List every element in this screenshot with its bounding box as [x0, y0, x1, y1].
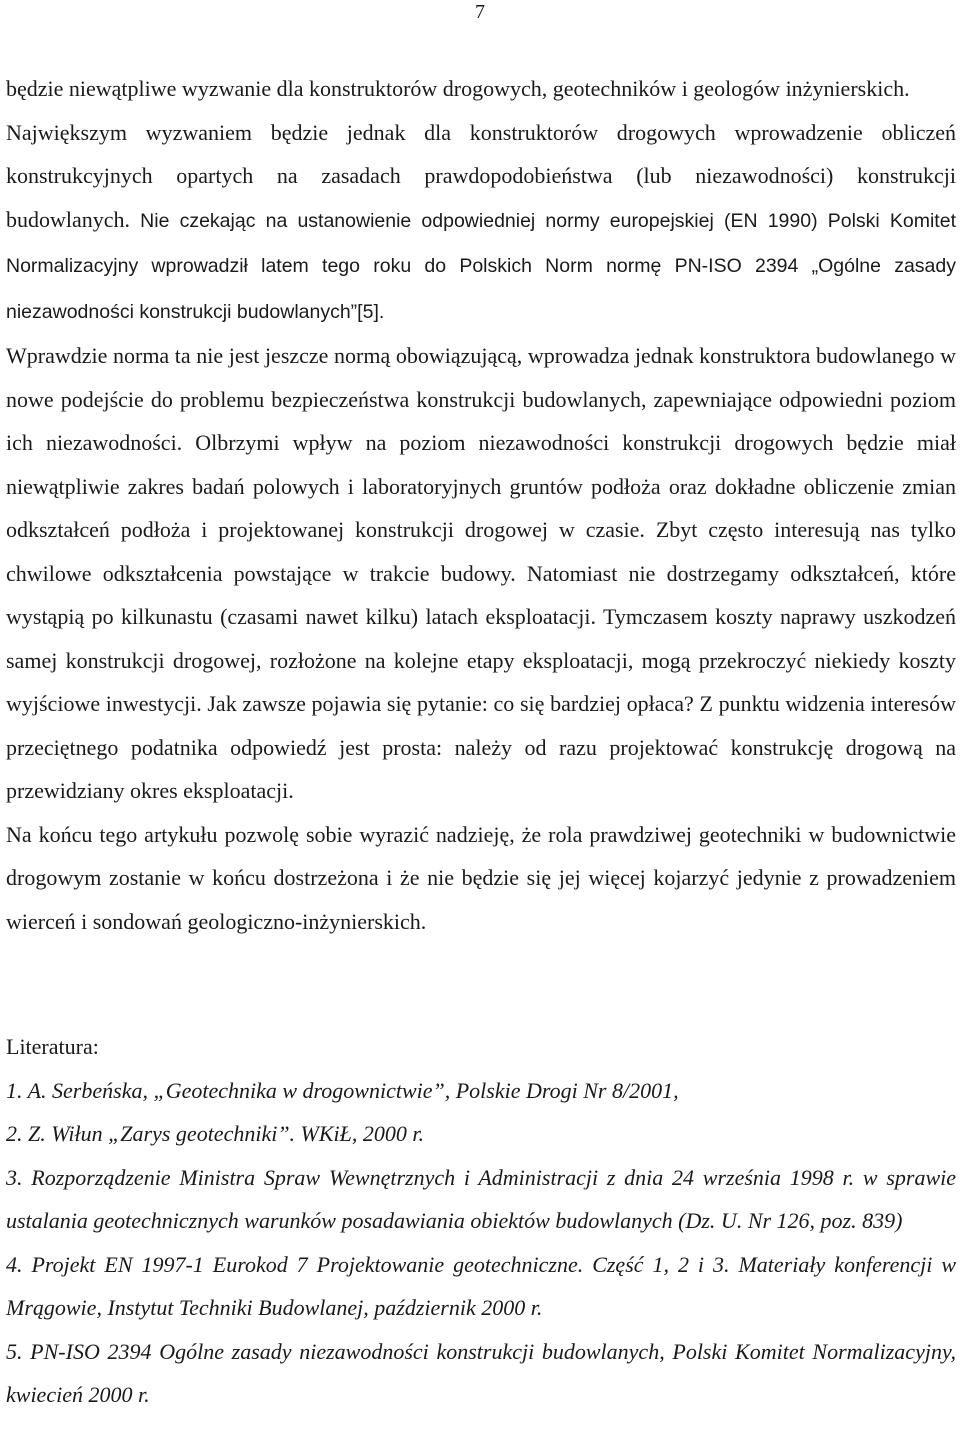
paragraph-2 — [6, 111, 956, 335]
paragraph-2-sans-text: Nie czekając na ustanowienie odpowiedniej normy europejskiej (EN 1990) Polski Komitet Normalizacyjny wprowadził latem tego roku do Polskich Norm normę PN-ISO 2394 „Ogólne zasady niezawodności konstrukcji budowlanych”[5]. — [6, 209, 956, 323]
references-heading: Literatura: — [6, 1034, 99, 1059]
reference-item: 5. PN-ISO 2394 Ogólne zasady niezawodności konstrukcji budowlanych, Polski Komitet Normalizacyjny, kwiecień 2000 r. — [6, 1338, 956, 1407]
paragraph-4 — [6, 813, 956, 944]
reference-item: 4. Projekt EN 1997-1 Eurokod 7 Projektowanie geotechniczne. Część 1, 2 i 3. Materiały konferencji w Mrągowie, Instytut Techniki Budowlanej, październik 2000 r. — [6, 1251, 956, 1320]
reference-item: 3. Rozporządzenie Ministra Spraw Wewnętrznych i Administracji z dnia 24 września 1998 r. w sprawie ustalania geotechnicznych warunków posadawiania obiektów budowlanych (Dz. U. Nr 126, poz. 839) — [6, 1164, 956, 1233]
paragraph-1-text: będzie niewątpliwe wyzwanie dla konstruktorów drogowych, geotechników i geologów inżynierskich. — [6, 76, 910, 101]
page-number: 7 — [475, 1, 485, 23]
paragraph-1 — [6, 67, 956, 111]
paragraph-3-text: Wprawdzie norma ta nie jest jeszcze normą obowiązującą, wprowadza jednak konstruktora budowlanego w nowe podejście do problemu bezpieczeństwa konstrukcji budowlanych, zapewniające odpowiedni poziom ich niezawodności. Olbrzymi wpływ na poziom niezawodności konstrukcji drogowych będzie miał niewątpliwie zakres badań polowych i laboratoryjnych gruntów podłoża oraz dokładne obliczenie zmian odkształceń podłoża i projektowanej konstrukcji drogowej w czasie. Zbyt często interesują nas tylko chwilowe odkształcenia powstające w trakcie budowy. Natomiast nie dostrzegamy odkształceń, które wystąpią po kilkunastu (czasami nawet kilku) latach eksploatacji. Tymczasem koszty naprawy uszkodzeń samej konstrukcji drogowej, rozłożone na kolejne etapy eksploatacji, mogą przekroczyć niekiedy koszty wyjściowe inwestycji. Jak zawsze pojawia się pytanie: co się bardziej opłaca? Z punktu widzenia interesów przeciętnego podatnika odpowiedź jest prosta: należy od razu projektować konstrukcję drogową na przewidziany okres eksploatacji. — [6, 343, 956, 803]
paragraph-3 — [6, 334, 956, 813]
references-list — [6, 1069, 956, 1417]
reference-item: 2. Z. Wiłun „Zarys geotechniki”. WKiŁ, 2000 r. — [6, 1121, 425, 1146]
references-section — [6, 1025, 956, 1417]
article-body — [6, 67, 956, 943]
reference-item: 1. A. Serbeńska, „Geotechnika w drogownictwie”, Polskie Drogi Nr 8/2001, — [6, 1077, 679, 1103]
paragraph-2-text: Największym wyzwaniem będzie jednak dla konstruktorów drogowych wprowadzenie obliczeń konstrukcyjnych opartych na zasadach prawdopodobieństwa (lub niezawodności) konstrukcji budowlanych. — [6, 119, 956, 232]
paragraph-4-text: Na końcu tego artykułu pozwolę sobie wyrazić nadzieję, że rola prawdziwej geotechniki w budownictwie drogowym zostanie w końcu dostrzeżona i że nie będzie się jej więcej kojarzyć jedynie z prowadzeniem wierceń i sondowań geologiczno-inżynierskich. — [6, 821, 956, 934]
